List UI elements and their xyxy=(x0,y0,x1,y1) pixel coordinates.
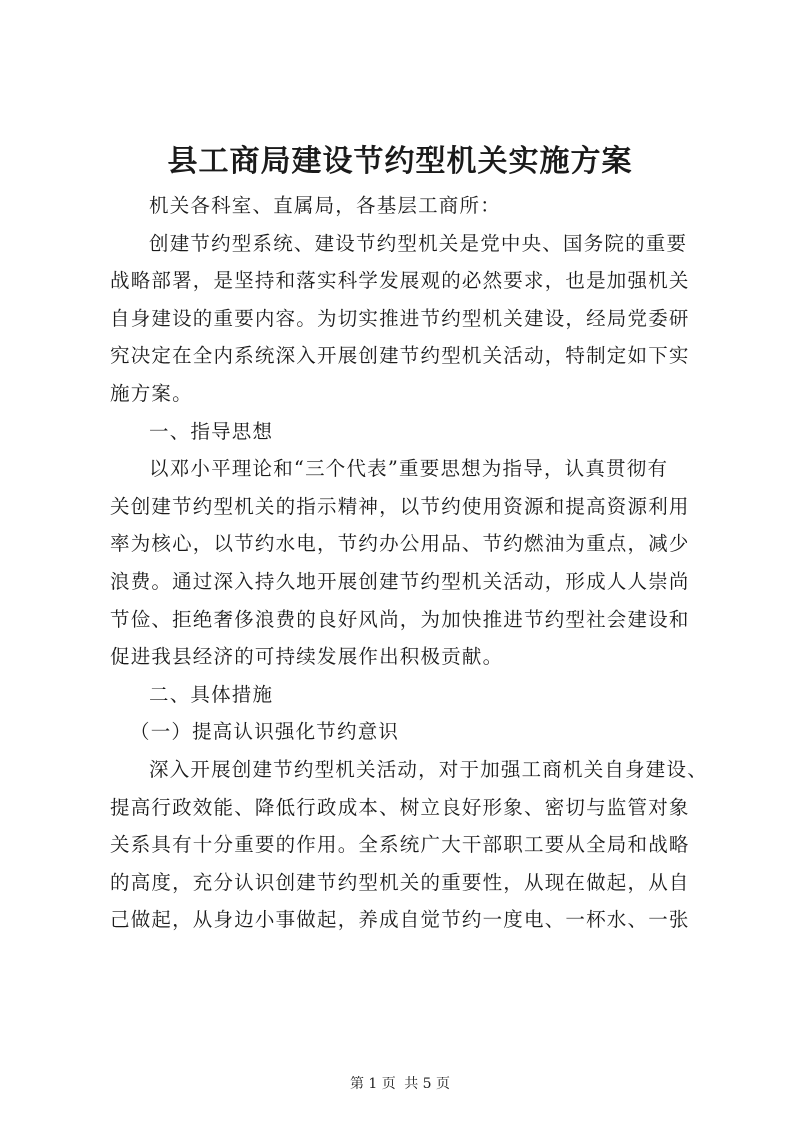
paragraph-line: 以邓小平理论和“三个代表”重要思想为指导，认真贯彻有 xyxy=(149,457,669,481)
document-body xyxy=(110,187,708,939)
paragraph-line: 关系具有十分重要的作用。全系统广大干部职工要从全局和战略 xyxy=(110,833,690,857)
paragraph-line: 战略部署，是坚持和落实科学发展观的必然要求，也是加强机关 xyxy=(110,269,690,293)
paragraph-line: 的高度，充分认识创建节约型机关的重要性，从现在做起，从自 xyxy=(110,870,690,894)
paragraph-line: 关创建节约型机关的指示精神，以节约使用资源和提高资源利用 xyxy=(110,494,690,518)
page-number: 第 1 页 xyxy=(349,1076,396,1092)
paragraph-line: 浪费。通过深入持久地开展创建节约型机关活动，形成人人崇尚 xyxy=(110,569,690,593)
section-heading: 一、指导思想 xyxy=(149,419,274,443)
paragraph-line: 促进我县经济的可持续发展作出积极贡献。 xyxy=(110,645,504,669)
paragraph-line: 深入开展创建节约型机关活动，对于加强工商机关自身建设、 xyxy=(149,757,708,781)
section-heading: 二、具体措施 xyxy=(149,682,274,706)
paragraph-line: 施方案。 xyxy=(110,381,193,405)
paragraph-line: 自身建设的重要内容。为切实推进节约型机关建设，经局党委研 xyxy=(110,306,690,330)
paragraph-line: 节俭、拒绝奢侈浪费的良好风尚，为加快推进节约型社会建设和 xyxy=(110,607,690,631)
document-title: 县工商局建设节约型机关实施方案 xyxy=(167,144,633,179)
page-total: 共 5 页 xyxy=(404,1076,451,1092)
paragraph-line: 创建节约型系统、建设节约型机关是党中央、国务院的重要 xyxy=(149,231,688,255)
paragraph-line: 率为核心，以节约水电，节约办公用品、节约燃油为重点，减少 xyxy=(110,532,690,556)
paragraph-line: 提高行政效能、降低行政成本、树立良好形象、密切与监管对象 xyxy=(110,795,690,819)
subsection-heading: （一）提高认识强化节约意识 xyxy=(130,720,400,744)
paragraph-line: 究决定在全内系统深入开展创建节约型机关活动，特制定如下实 xyxy=(110,344,690,368)
salutation-line: 机关各科室、直属局，各基层工商所： xyxy=(149,194,501,217)
paragraph-line: 己做起，从身边小事做起，养成自觉节约一度电、一杯水、一张 xyxy=(110,908,690,932)
page-footer xyxy=(0,1075,800,1093)
